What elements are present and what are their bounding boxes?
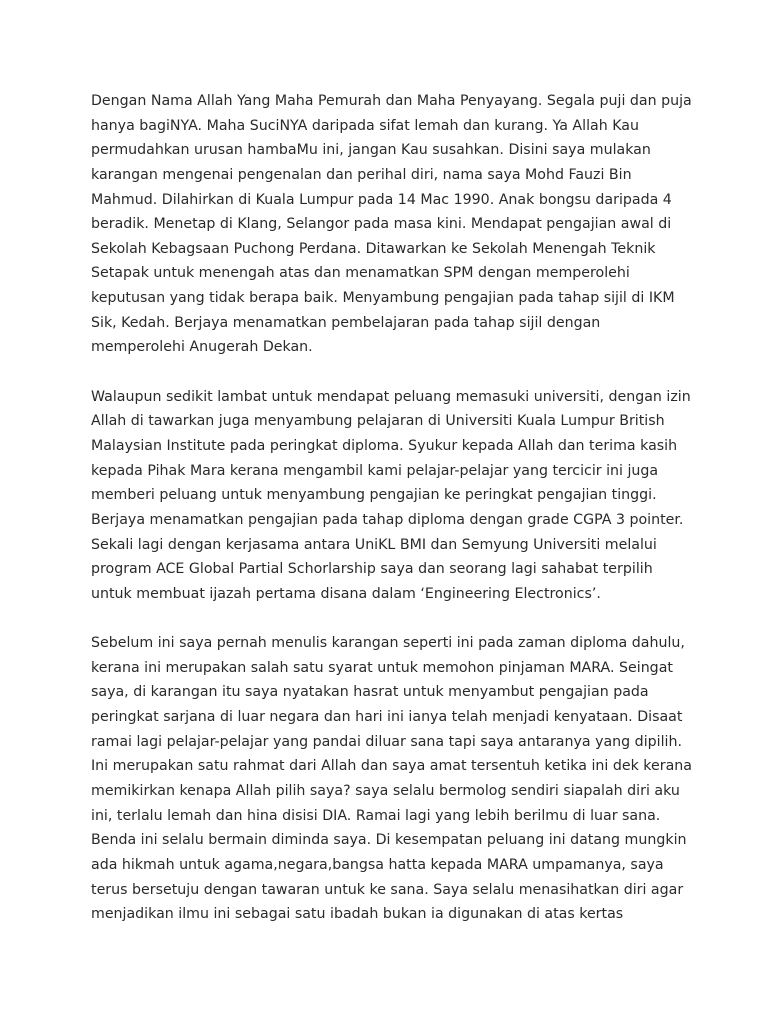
- text-line: saya, di karangan itu saya nyatakan hasrat untuk menyambut pengajian pada: [91, 684, 649, 701]
- paragraph: [91, 385, 691, 607]
- text-line: hanya bagiNYA. Maha SuciNYA daripada sifat lemah dan kurang. Ya Allah Kau: [91, 117, 639, 134]
- text-line: Sekali lagi dengan kerjasama antara UniKL BMI dan Semyung Universiti melalui: [91, 536, 657, 553]
- document-body: [91, 89, 691, 927]
- text-line: beradik. Menetap di Klang, Selangor pada masa kini. Mendapat pengajian awal di: [91, 216, 672, 233]
- text-line: memberi peluang untuk menyambung pengajian ke peringkat pengajian tinggi.: [91, 487, 657, 504]
- text-line: memperolehi Anugerah Dekan.: [91, 339, 313, 356]
- text-line: ini, terlalu lemah dan hina disisi DIA. Ramai lagi yang lebih berilmu di luar sana.: [91, 807, 661, 824]
- text-line: terus bersetuju dengan tawaran untuk ke sana. Saya selalu menasihatkan diri agar: [91, 881, 684, 898]
- text-line: kepada Pihak Mara kerana mengambil kami pelajar-pelajar yang tercicir ini juga: [91, 462, 659, 479]
- text-line: Benda ini selalu bermain diminda saya. Di kesempatan peluang ini datang mungkin: [91, 832, 687, 849]
- text-line: Dengan Nama Allah Yang Maha Pemurah dan Maha Penyayang. Segala puji dan puja: [91, 93, 692, 109]
- text-line: ramai lagi pelajar-pelajar yang pandai diluar sana tapi saya antaranya yang dipilih.: [91, 733, 682, 750]
- paragraph: [91, 631, 691, 927]
- text-line: Walaupun sedikit lambat untuk mendapat peluang memasuki universiti, dengan izin: [91, 388, 691, 405]
- text-line: Setapak untuk menengah atas dan menamatkan SPM dengan memperolehi: [91, 265, 630, 282]
- text-line: permudahkan urusan hambaMu ini, jangan Kau susahkan. Disini saya mulakan: [91, 142, 651, 159]
- paragraph: [91, 89, 691, 360]
- text-line: Mahmud. Dilahirkan di Kuala Lumpur pada 14 Mac 1990. Anak bongsu daripada 4: [91, 191, 672, 208]
- text-line: Allah di tawarkan juga menyambung pelajaran di Universiti Kuala Lumpur British: [91, 413, 665, 430]
- text-line: karangan mengenai pengenalan dan perihal diri, nama saya Mohd Fauzi Bin: [91, 166, 632, 183]
- text-line: Ini merupakan satu rahmat dari Allah dan saya amat tersentuh ketika ini dek kerana: [91, 758, 692, 775]
- text-line: untuk membuat ijazah pertama disana dalam ‘Engineering Electronics’.: [91, 585, 601, 602]
- text-line: keputusan yang tidak berapa baik. Menyambung pengajian pada tahap sijil di IKM: [91, 290, 675, 307]
- text-line: Sekolah Kebagsaan Puchong Perdana. Ditawarkan ke Sekolah Menengah Teknik: [91, 240, 656, 257]
- text-line: program ACE Global Partial Schorlarship saya dan seorang lagi sahabat terpilih: [91, 561, 653, 578]
- text-line: menjadikan ilmu ini sebagai satu ibadah bukan ia digunakan di atas kertas: [91, 906, 624, 923]
- text-line: Malaysian Institute pada peringkat diploma. Syukur kepada Allah dan terima kasih: [91, 437, 678, 454]
- text-line: Sebelum ini saya pernah menulis karangan seperti ini pada zaman diploma dahulu,: [91, 635, 685, 652]
- text-line: Berjaya menamatkan pengajian pada tahap diploma dengan grade CGPA 3 pointer.: [91, 511, 684, 528]
- text-line: memikirkan kenapa Allah pilih saya? saya selalu bermolog sendiri siapalah diri aku: [91, 782, 680, 799]
- text-line: kerana ini merupakan salah satu syarat untuk memohon pinjaman MARA. Seingat: [91, 659, 673, 676]
- paragraph-spacer: [91, 606, 691, 631]
- text-line: ada hikmah untuk agama,negara,bangsa hatta kepada MARA umpamanya, saya: [91, 856, 664, 873]
- paragraph-spacer: [91, 360, 691, 385]
- text-line: peringkat sarjana di luar negara dan hari ini ianya telah menjadi kenyataan. Disaat: [91, 709, 683, 726]
- text-line: Sik, Kedah. Berjaya menamatkan pembelajaran pada tahap sijil dengan: [91, 314, 601, 331]
